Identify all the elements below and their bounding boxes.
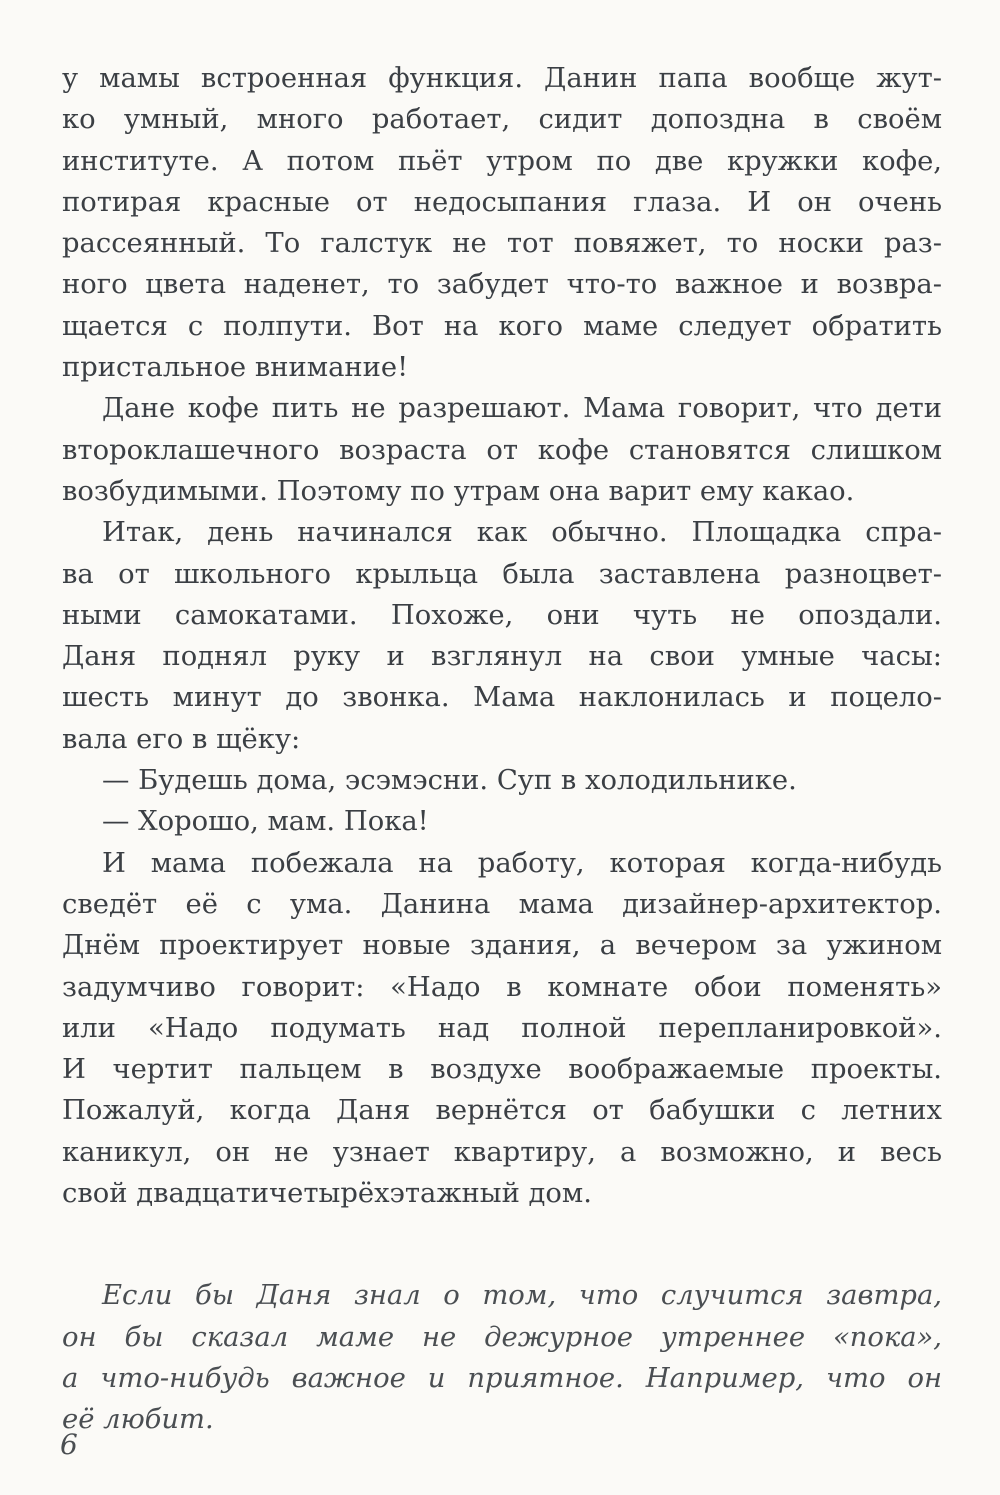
paragraph-1 xyxy=(62,58,942,388)
text-line: или «Надо подумать над полной перепланировкой». xyxy=(62,1012,942,1044)
paragraph-2 xyxy=(62,388,942,512)
text-line: ва от школьного крыльца была заставлена разноцвет- xyxy=(62,558,942,590)
text-line: институте. А потом пьёт утром по две кружки кофе, xyxy=(62,145,942,177)
text-line: рассеянный. То галстук не тот повяжет, то носки раз- xyxy=(62,228,942,260)
text-line: И мама побежала на работу, которая когда-нибудь xyxy=(102,847,942,879)
text-line: у мамы встроенная функция. Данин папа вообще жут- xyxy=(62,63,942,94)
text-line: задумчиво говорит: «Надо в комнате обои поменять» xyxy=(62,971,942,1003)
page-number: 6 xyxy=(60,1428,78,1461)
text-line: Днём проектирует новые здания, а вечером за ужином xyxy=(62,930,942,962)
text-line: — Будешь дома, эсэмэсни. Суп в холодильнике. xyxy=(102,765,797,797)
text-line: И чертит пальцем в воздухе воображаемые проекты. xyxy=(62,1054,942,1086)
text-line: ко умный, много работает, сидит допоздна в своём xyxy=(62,104,942,136)
text-line: Даня поднял руку и взглянул на свои умные часы: xyxy=(62,641,942,673)
text-line: шесть минут до звонка. Мама наклонилась и поцело- xyxy=(62,682,942,714)
text-line: возбудимыми. Поэтому по утрам она варит ему какао. xyxy=(62,475,855,507)
section-gap xyxy=(62,1214,942,1275)
text-line: каникул, он не узнает квартиру, а возможно, и весь xyxy=(62,1136,942,1168)
text-line: пристальное внимание! xyxy=(62,352,409,384)
text-line: потирая красные от недосыпания глаза. И он очень xyxy=(62,186,942,218)
text-line: Дане кофе пить не разрешают. Мама говорит, что дети xyxy=(102,393,942,425)
text-line: Если бы Даня знал о том, что случится завтра, xyxy=(102,1280,942,1312)
paragraph-4 xyxy=(62,843,942,1215)
text-line: вала его в щёку: xyxy=(62,723,301,755)
text-line: Пожалуй, когда Даня вернётся от бабушки с летних xyxy=(62,1095,942,1127)
text-line: он бы сказал маме не дежурное утреннее «пока», xyxy=(62,1321,942,1353)
dialogue-line-1 xyxy=(62,760,942,801)
text-line: — Хорошо, мам. Пока! xyxy=(102,806,429,838)
text-line: ного цвета наденет, то забудет что-то важное и возвра- xyxy=(62,269,942,301)
text-line: её любит. xyxy=(62,1404,214,1436)
text-line: Итак, день начинался как обычно. Площадка спра- xyxy=(102,517,942,549)
text-line: свой двадцатичетырёхэтажный дом. xyxy=(62,1178,592,1210)
page-body xyxy=(62,58,942,1441)
text-line: второклашечного возраста от кофе становятся слишком xyxy=(62,434,942,466)
text-line: щается с полпути. Вот на кого маме следует обратить xyxy=(62,310,942,342)
italic-epilogue xyxy=(62,1275,942,1440)
text-line: ными самокатами. Похоже, они чуть не опоздали. xyxy=(62,599,942,631)
text-line: сведёт её с ума. Данина мама дизайнер-архитектор. xyxy=(62,888,942,920)
text-line: а что-нибудь важное и приятное. Например, что он xyxy=(62,1362,942,1394)
dialogue-line-2 xyxy=(62,801,942,842)
paragraph-3 xyxy=(62,512,942,760)
